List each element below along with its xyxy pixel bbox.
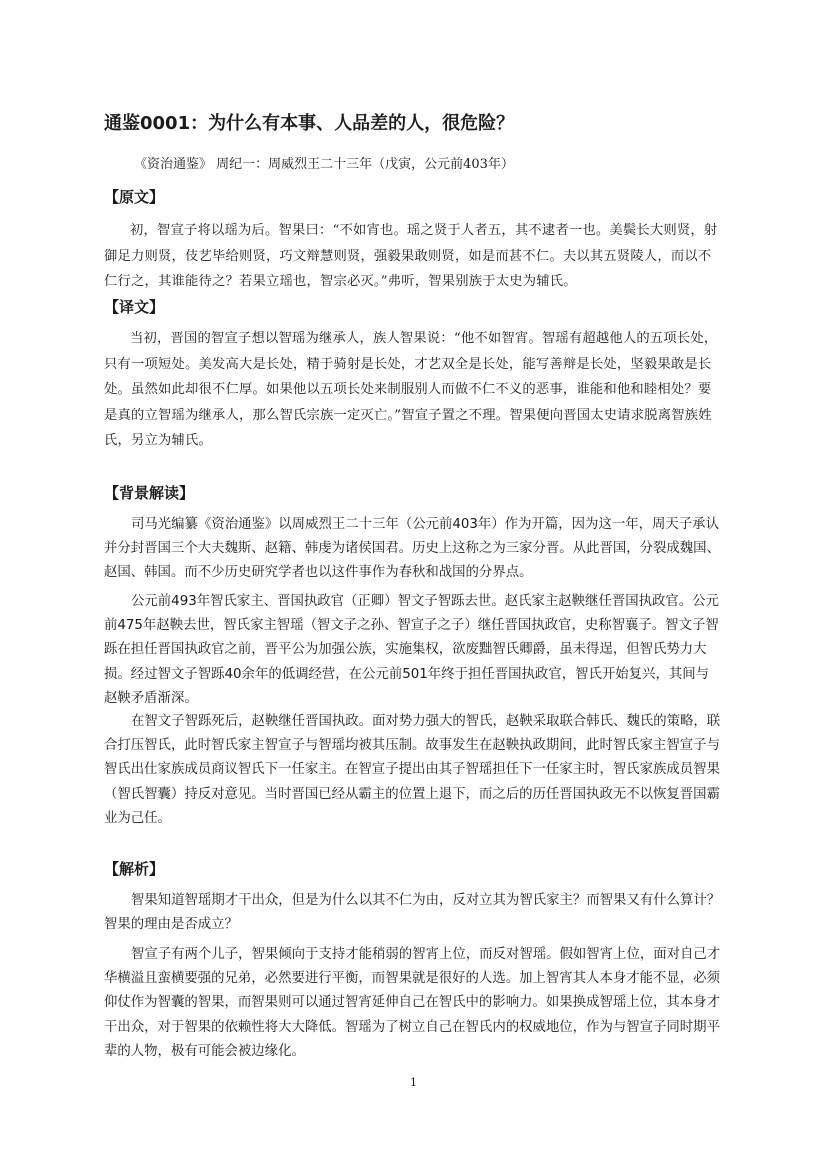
section-heading-background: 【背景解读】 [104, 484, 195, 502]
background-paragraph-3: 在智文子智跞死后，赵鞅继任晋国执政。面对势力强大的智氏，赵鞅采取联合韩氏、魏氏的策略，联合打压智氏，此时智氏家主智宣子与智瑶均被其压制。故事发生在赵鞅执政期间，此时智氏家主智宣子与智氏出仕家族成员商议智氏下一任家主。在智宣子提出由其子智瑶担任下一任家主时，智氏家族成员智果（智氏智囊）持反对意见。当时晋国已经从霸主的位置上退下，而之后的历任晋国执政无不以恢复晋国霸业为己任。 [104, 714, 721, 826]
page-title: 通鉴0001：为什么有本事、人品差的人，很危险？ [104, 113, 515, 134]
background-paragraph-2: 公元前493年智氏家主、晋国执政官（正卿）智文子智跞去世。赵氏家主赵鞅继任晋国执政官。公元前475年赵鞅去世，智氏家主智瑶（智文子之孙、智宣子之子）继任晋国执政官，史称智襄子。智文子智跞在担任晋国执政官之前，晋平公为加强公族，实施集权，欲废黜智氏卿爵，虽未得逞，但智氏势力大损。经过智文子智跞40余年的低调经营，在公元前501年终于担任晋国执政官，智氏开始复兴，其间与赵鞅矛盾渐深。 [104, 594, 719, 706]
section-heading-translation: 【译文】 [104, 298, 165, 316]
translation-paragraph: 当初，晋国的智宣子想以智瑶为继承人，族人智果说：“他不如智宵。智瑶有超越他人的五项长处，只有一项短处。美发高大是长处，精于骑射是长处，才艺双全是长处，能写善辩是长处，坚毅果敢是长处。虽然如此却很不仁厚。如果他以五项长处来制服别人而做不仁不义的恶事，谁能和他和睦相处？要是真的立智瑶为继承人，那么智氏宗族一定灭亡。”智宣子置之不理。智果便向晋国太史请求脱离智族姓氏，另立为辅氏。 [104, 331, 718, 448]
page-number: 1 [410, 1076, 417, 1089]
section-heading-original: 【原文】 [104, 188, 165, 206]
analysis-paragraph-1: 智果知道智瑶期才干出众，但是为什么以其不仁为由，反对立其为智氏家主？而智果又有什么算计？智果的理由是否成立？ [104, 893, 721, 933]
background-paragraph-1: 司马光编纂《资治通鉴》以周威烈王二十三年（公元前403年）作为开篇，因为这一年，周天子承认并分封晋国三个大夫魏斯、赵籍、韩虔为诸侯国君。历史上这称之为三家分晋。从此晋国，分裂成魏国、赵国、韩国。而不少历史研究学者也以这件事作为春秋和战国的分界点。 [104, 517, 720, 581]
analysis-paragraph-2: 智宣子有两个儿子，智果倾向于支持才能稍弱的智宵上位，而反对智瑶。假如智宵上位，面对自己才华横溢且蛮横要强的兄弟，必然要进行平衡，而智果就是很好的人选。加上智宵其人本身才能不显，必须仰仗作为智囊的智果，而智果则可以通过智宵延伸自己在智氏中的影响力。如果换成智瑶上位，其本身才干出众，对于智果的依赖性将大大降低。智瑶为了树立自己在智氏内的权威地位，作为与智宣子同时期平辈的人物，极有可能会被边缘化。 [104, 947, 721, 1059]
section-heading-analysis: 【解析】 [104, 860, 165, 878]
original-text-paragraph: 初，智宣子将以瑶为后。智果曰：“不如宵也。瑶之贤于人者五，其不逮者一也。美鬓长大则贤，射御足力则贤，伎艺毕给则贤，巧文辩慧则贤，强毅果敢则贤，如是而甚不仁。夫以其五贤陵人，而以不仁行之，其谁能待之？若果立瑶也，智宗必灭。”弗听，智果别族于太史为辅氏。 [104, 223, 718, 289]
source-line: 《资治通鉴》 周纪一：周威烈王二十三年（戊寅，公元前403年） [134, 157, 514, 172]
